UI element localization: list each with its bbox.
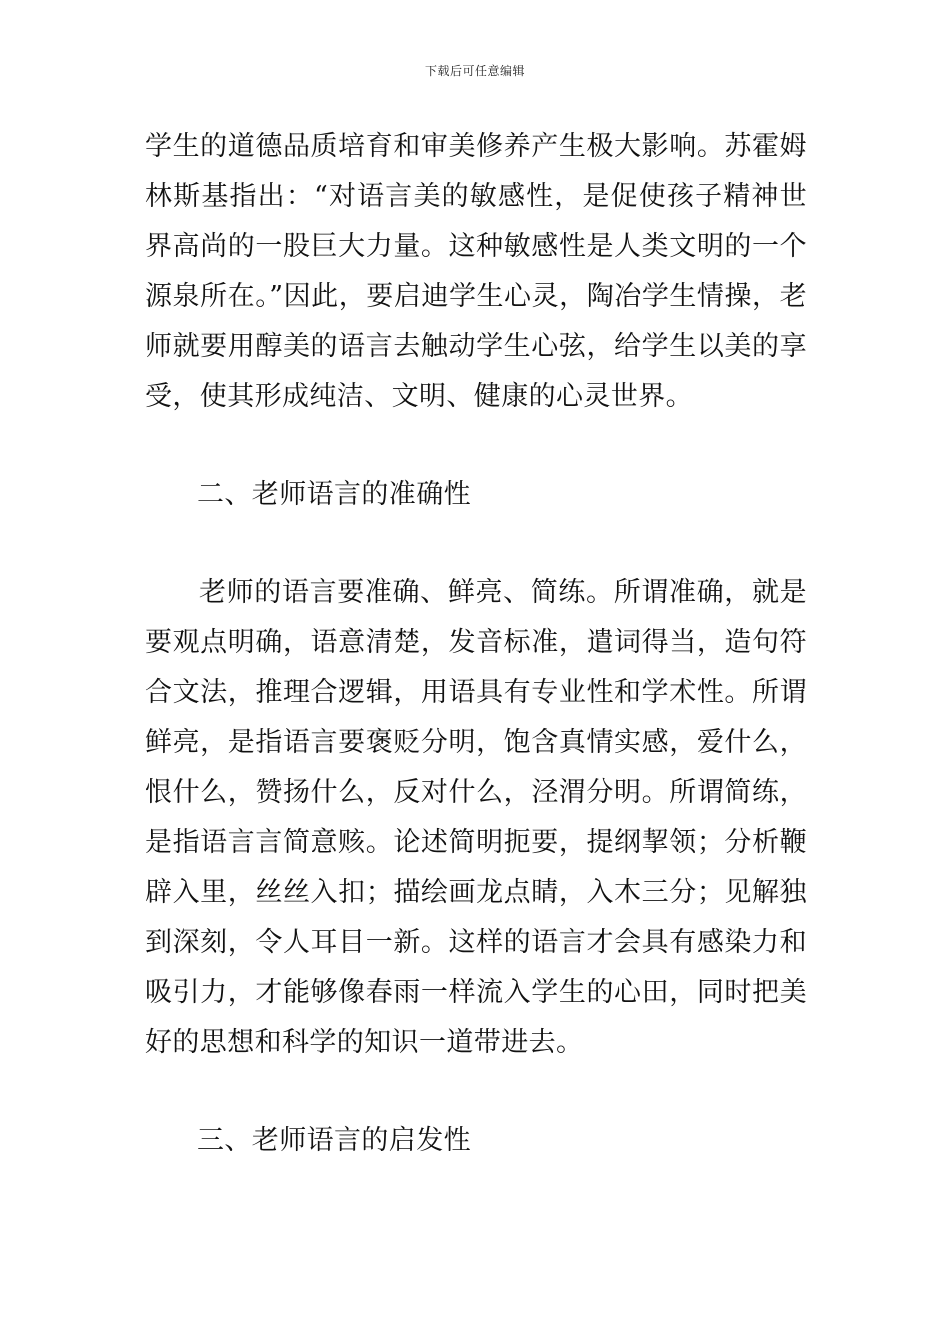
section-gap bbox=[145, 520, 807, 568]
section-heading-inspiration: 三、老师语言的启发性 bbox=[197, 1125, 471, 1156]
document-body bbox=[145, 122, 807, 1166]
section-gap bbox=[145, 422, 807, 470]
section-gap bbox=[145, 1068, 807, 1116]
section-heading-accuracy: 二、老师语言的准确性 bbox=[197, 479, 471, 510]
paragraph-aesthetic-influence: 学生的道德品质培育和审美修养产生极大影响。苏霍姆林斯基指出：“对语言美的敏感性，是促使孩子精神世界高尚的一股巨大力量。这种敏感性是人类文明的一个源泉所在。”因此，要启迪学生心灵，陶冶学生情操，老师就要用醇美的语言去触动学生心弦，给学生以美的享受，使其形成纯洁、文明、健康的心灵世界。 bbox=[145, 131, 807, 412]
page-header: 下载后可任意编辑 bbox=[424, 64, 525, 78]
paragraph-accuracy: 老师的语言要准确、鲜亮、简练。所谓准确，就是要观点明确，语意清楚，发音标准，遣词得当，造句符合文法，推理合逻辑，用语具有专业性和学术性。所谓鲜亮，是指语言要褒贬分明，饱含真情实感，爱什么，恨什么，赞扬什么，反对什么，泾渭分明。所谓简练，是指语言言简意赅。论述简明扼要，提纲挈领；分析鞭辟入里，丝丝入扣；描绘画龙点睛，入木三分；见解独到深刻，令人耳目一新。这样的语言才会具有感染力和吸引力，才能够像春雨一样流入学生的心田，同时把美好的思想和科学的知识一道带进去。 bbox=[145, 577, 807, 1058]
